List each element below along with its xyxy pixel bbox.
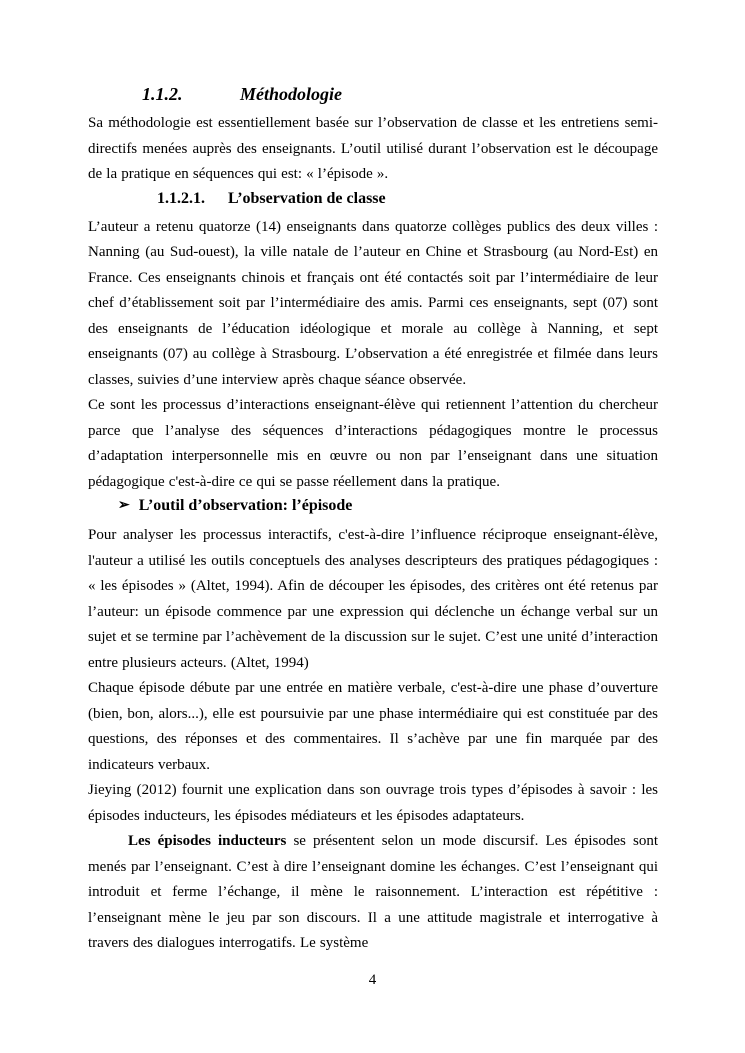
paragraph-jieying-types: Jieying (2012) fournit une explication dans son ouvrage trois types d’épisodes à savoir : les épisodes inducteurs, les épisodes médiateurs et les épisodes adaptateurs. xyxy=(88,782,658,824)
paragraph-outil-episode: Pour analyser les processus interactifs, c'est-à-dire l’influence réciproque enseignant-élève, l'auteur a utilisé les outils conceptuels des analyses descripteurs des pratiques pédagogiques : « les épisodes » (Altet, 1994). Afin de découper les épisodes, des critères ont été retenus par l’auteur: un épisode commence par une expression qui déclenche un échange verbal sur un sujet et se termine par l’achèvement de la discussion sur le sujet. C’est une unité d’interaction entre plusieurs acteurs. (Altet, 1994) xyxy=(88,527,658,671)
paragraph-methodologie-intro: Sa méthodologie est essentiellement basée sur l’observation de classe et les entretiens semi-directifs menées auprès des enseignants. L’outil utilisé durant l’observation est le découpage de la pratique en séquences qui est: « l’épisode ». xyxy=(88,115,658,182)
subsection-heading xyxy=(157,188,658,209)
paragraph-processus-interactions: Ce sont les processus d’interactions enseignant-élève qui retiennent l’attention du chercheur parce que l’analyse des séquences d’interactions pédagogiques montre le processus d’adaptation interpersonnelle mis en œuvre ou non par l’enseignant dans une situation pédagogique c'est-à-dire ce qui se passe réellement dans la pratique. xyxy=(88,397,658,490)
subsection-heading-number: 1.1.2.1. xyxy=(157,189,205,207)
section-heading-number: 1.1.2. xyxy=(142,84,183,104)
paragraph-episodes-inducteurs xyxy=(88,829,658,957)
bullet-heading-outil-observation xyxy=(118,495,658,517)
page-content xyxy=(88,0,658,957)
subsection-heading-title: L’observation de classe xyxy=(228,189,386,207)
paragraph-observation-classe: L’auteur a retenu quatorze (14) enseignants dans quatorze collèges publics des deux villes : Nanning (au Sud-ouest), la ville natale de l’auteur en Chine et Strasbourg (au Nord-Est) en France. Ces enseignants chinois et français ont été contactés soit par l’intermédiaire de leur chef d’établissement soit par l’intermédiaire des amis. Parmi ces enseignants, sept (07) sont des enseignants de l’éducation idéologique et morale au collège à Nanning, et sept enseignants (07) au collège à Strasbourg. L’observation a été enregistrée et filmée dans leurs classes, suivies d’une interview après chaque séance observée. xyxy=(88,218,658,388)
bullet-heading-title: L’outil d’observation: l’épisode xyxy=(138,497,353,514)
section-heading-title: Méthodologie xyxy=(240,84,342,104)
section-heading xyxy=(142,83,658,106)
episodes-inducteurs-rest: se présentent selon un mode discursif. Les épisodes sont menés par l’enseignant. C’est à dire l’enseignant domine les échanges. C’est l’enseignant qui introduit et ferme l’échange, il mène le raisonnement. L’interaction est répétitive : l’enseignant mène le jeu par son discours. Il a une attitude magistrale et interrogative à travers des dialogues interrogatifs. Le système xyxy=(88,833,658,951)
paragraph-phases-episode: Chaque épisode débute par une entrée en matière verbale, c'est-à-dire une phase d’ouverture (bien, bon, alors...), elle est poursuivie par une phase intermédiaire qui est constituée par des questions, des réponses et des commentaires. Il s’achève par une fin marquée par des indicateurs verbaux. xyxy=(88,680,658,773)
arrow-bullet-icon: ➢ xyxy=(118,498,130,513)
episodes-inducteurs-lead: Les épisodes inducteurs xyxy=(128,833,287,849)
page-number: 4 xyxy=(368,972,377,988)
